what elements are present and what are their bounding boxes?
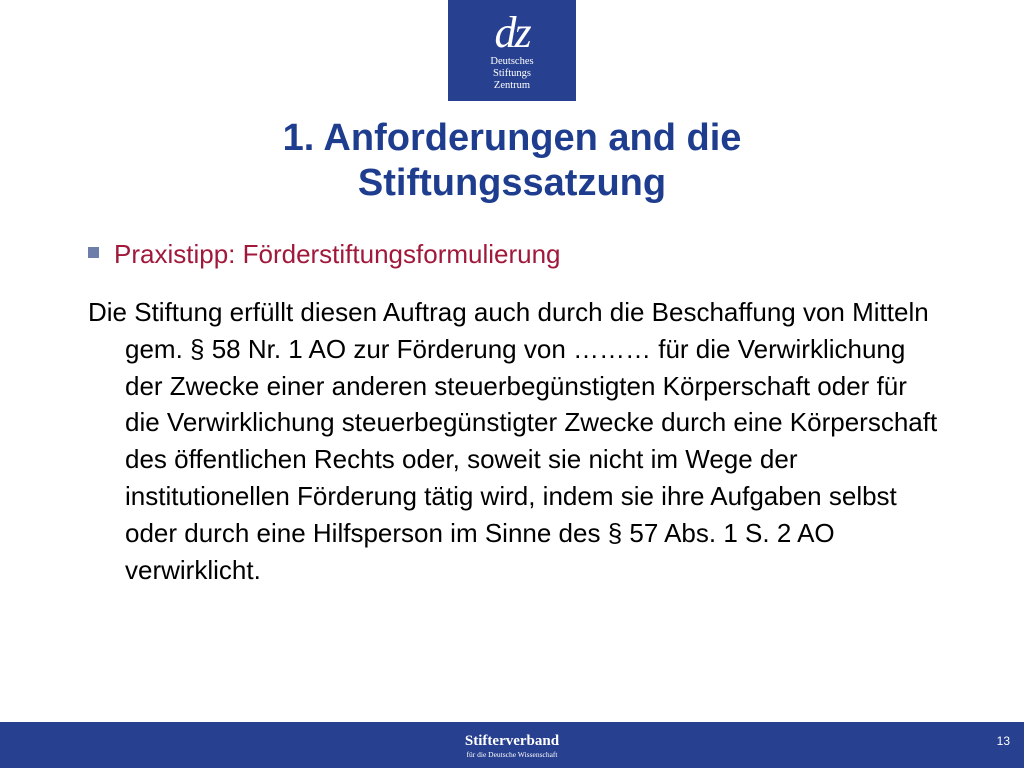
footer-bar xyxy=(0,722,1024,768)
slide-title-line-2: Stiftungssatzung xyxy=(357,162,667,204)
stifterverband-logo-text: Stifterverband xyxy=(464,733,560,749)
slide-title-line-1: 1. Anforderungen and die xyxy=(282,117,742,159)
square-bullet-icon xyxy=(88,247,99,258)
dsz-logo-line-3: Zentrum xyxy=(493,80,531,91)
dsz-logo-mark: dz xyxy=(494,8,530,57)
body-paragraph: Die Stiftung erfüllt diesen Auftrag auch durch die Beschaffung von Mitteln gem. § 58 Nr. 1 AO zur Förderung von ……… für die Verwirklichung der Zwecke einer anderen steuerbegünstigten Körperschaft oder für die Verwirklichung steuerbegünstigter Zwecke durch eine Körperschaft des öffentlichen Rechts oder, soweit sie nicht im Wege der institutionellen Förderung tätig wird, indem sie ihre Aufgaben selbst oder durch eine Hilfsperson im Sinne des § 57 Abs. 1 S. 2 AO verwirklicht. xyxy=(88,297,938,585)
stifterverband-logo-subtitle: für die Deutsche Wissenschaft xyxy=(466,750,558,759)
dsz-logo xyxy=(448,0,576,101)
bullet-text: Praxistipp: Förderstiftungsformulierung xyxy=(114,239,561,269)
bullet-item xyxy=(88,238,968,270)
dsz-logo-line-1: Deutsches xyxy=(490,56,534,67)
page-number: 13 xyxy=(996,734,1010,748)
slide-title xyxy=(80,116,944,206)
dsz-logo-line-2: Stiftungs xyxy=(493,68,531,79)
